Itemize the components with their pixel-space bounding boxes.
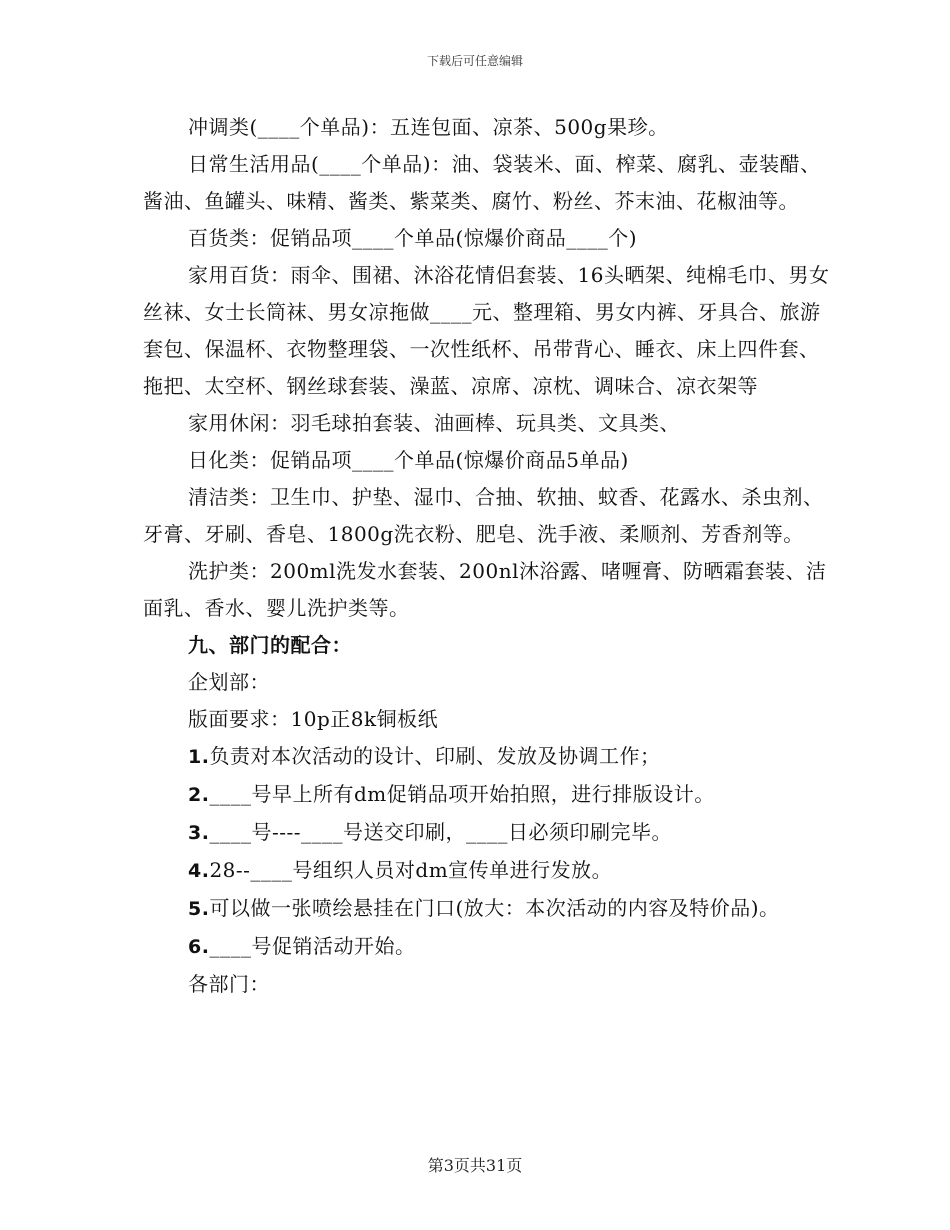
document-body [143,109,833,1003]
section-heading: 九、部门的配合： [188,633,352,657]
paragraph-personal-care: 洗护类：200ml洗发水套装、200nl沐浴露、啫喱膏、防晒霜套装、洁面乳、香水、婴儿洗护类等。 [143,559,827,620]
page-footer: 第3页共31页 [427,1156,523,1175]
list-item [143,852,833,890]
paragraph-household-leisure: 家用休闲：羽毛球拍套装、油画棒、玩具类、文具类、 [188,411,680,435]
list-item [143,928,833,966]
list-item-number: 1. [188,746,210,768]
paragraph-cleaning: 清洁类：卫生巾、护垫、湿巾、合抽、软抽、蚊香、花露水、杀虫剂、牙膏、牙刷、香皂、1800g洗衣粉、肥皂、洗手液、柔顺剂、芳香剂等。 [143,485,824,546]
paragraph-brewing: 冲调类(____个单品)：五连包面、凉茶、500g果珍。 [188,115,669,139]
list-item-text: 可以做一张喷绘悬挂在门口(放大：本次活动的内容及特价品)。 [209,896,780,920]
page-header: 下载后可任意编辑 [426,54,523,68]
list-item-text: 负责对本次活动的设计、印刷、发放及协调工作； [209,744,661,768]
paragraph-household-goods: 家用百货：雨伞、围裙、沐浴花情侣套装、16头晒架、纯棉毛巾、男女丝袜、女士长筒袜、男女凉拖做____元、整理箱、男女内裤、牙具合、旅游套包、保温杯、衣物整理袋、一次性纸杯、吊带背心、睡衣、床上四件套、拖把、太空杯、钢丝球套装、澡蓝、凉席、凉枕、调味合、凉衣架等 [143,263,830,398]
paragraph-general-merchandise: 百货类：促销品项____个单品(惊爆价商品____个) [188,226,638,250]
list-item-text: ____号----____号送交印刷，____日必须印刷完毕。 [209,820,672,844]
list-item-number: 3. [188,822,210,844]
list-item-text: 28--____号组织人员对dm宣传单进行发放。 [209,858,613,882]
department-label: 企划部： [188,670,270,694]
list-item-text: ____号早上所有dm促销品项开始拍照，进行排版设计。 [209,782,715,806]
list-item [143,814,833,852]
list-item-text: ____号促销活动开始。 [209,934,416,958]
list-item-number: 4. [188,860,210,882]
list-item-number: 2. [188,784,210,806]
layout-requirement: 版面要求：10p正8k铜板纸 [188,707,439,731]
list-item [143,738,833,776]
list-item [143,776,833,814]
list-item-number: 5. [188,898,210,920]
paragraph-daily-goods: 日常生活用品(____个单品)：油、袋装米、面、榨菜、腐乳、壶装醋、酱油、鱼罐头、味精、酱类、紫菜类、腐竹、粉丝、芥末油、花椒油等。 [143,152,821,213]
closing-label: 各部门： [188,972,270,996]
list-item-number: 6. [188,936,210,958]
paragraph-daily-chemicals: 日化类：促销品项____个单品(惊爆价商品5单品) [188,448,629,472]
list-item [143,890,833,928]
